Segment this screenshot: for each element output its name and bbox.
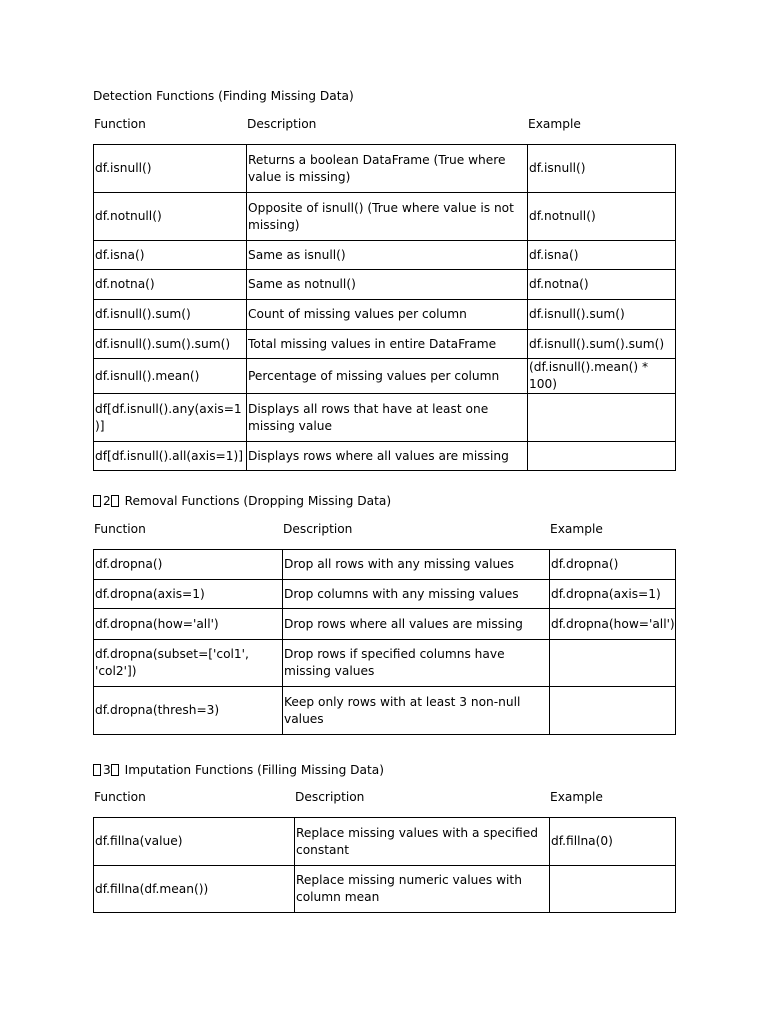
cell-example: df.isna() bbox=[528, 241, 676, 270]
imputation-functions-table bbox=[93, 817, 676, 913]
cell-description: Returns a boolean DataFrame (True where value is missing) bbox=[247, 145, 528, 193]
table-row bbox=[94, 145, 676, 193]
cell-example: df.dropna(how='all') bbox=[550, 609, 676, 640]
cell-example bbox=[550, 866, 676, 913]
cell-example: df.isnull() bbox=[528, 145, 676, 193]
table-row bbox=[94, 394, 676, 442]
cell-function: df.dropna(thresh=3) bbox=[94, 687, 283, 735]
cell-description: Drop columns with any missing values bbox=[283, 580, 550, 609]
cell-description: Drop rows if specified columns have missing values bbox=[283, 640, 550, 687]
header-example: Example bbox=[550, 790, 603, 804]
cell-function: df.fillna(value) bbox=[94, 818, 295, 866]
cell-description: Replace missing numeric values with column mean bbox=[295, 866, 550, 913]
cell-function: df[df.isnull().any(axis=1)] bbox=[94, 394, 247, 442]
table-row bbox=[94, 866, 676, 913]
section-title-removal bbox=[93, 493, 391, 509]
table-row bbox=[94, 270, 676, 300]
section-title-text: Detection Functions (Finding Missing Data) bbox=[93, 89, 354, 103]
table-row bbox=[94, 818, 676, 866]
section-title-imputation bbox=[93, 762, 384, 778]
table-row bbox=[94, 580, 676, 609]
section-number: 2 bbox=[103, 494, 111, 508]
cell-description: Percentage of missing values per column bbox=[247, 359, 528, 394]
cell-function: df.isna() bbox=[94, 241, 247, 270]
section-number: 3 bbox=[103, 763, 111, 777]
cell-description: Replace missing values with a specified constant bbox=[295, 818, 550, 866]
cell-description: Drop rows where all values are missing bbox=[283, 609, 550, 640]
table-row bbox=[94, 359, 676, 394]
header-example: Example bbox=[550, 522, 603, 536]
header-example: Example bbox=[528, 117, 581, 131]
header-function: Function bbox=[94, 522, 146, 536]
table-row bbox=[94, 640, 676, 687]
section-title-text: Imputation Functions (Filling Missing Data) bbox=[124, 763, 385, 777]
cell-function: df.fillna(df.mean()) bbox=[94, 866, 295, 913]
cell-example: df.fillna(0) bbox=[550, 818, 676, 866]
cell-description: Total missing values in entire DataFrame bbox=[247, 330, 528, 359]
header-function: Function bbox=[94, 790, 146, 804]
table-header-row bbox=[93, 789, 675, 805]
cell-example: df.notnull() bbox=[528, 193, 676, 241]
cell-description: Count of missing values per column bbox=[247, 300, 528, 330]
cell-example: df.dropna(axis=1) bbox=[550, 580, 676, 609]
cell-function: df.isnull().sum() bbox=[94, 300, 247, 330]
missing-glyph-icon bbox=[93, 495, 101, 507]
cell-function: df.dropna(subset=['col1', 'col2']) bbox=[94, 640, 283, 687]
cell-example bbox=[550, 687, 676, 735]
table-row bbox=[94, 193, 676, 241]
table-row bbox=[94, 241, 676, 270]
cell-description: Displays all rows that have at least one missing value bbox=[247, 394, 528, 442]
cell-function: df.notna() bbox=[94, 270, 247, 300]
cell-function: df.dropna(axis=1) bbox=[94, 580, 283, 609]
removal-functions-table bbox=[93, 549, 676, 735]
missing-glyph-icon bbox=[111, 764, 119, 776]
missing-glyph-icon bbox=[93, 764, 101, 776]
cell-function: df[df.isnull().all(axis=1)] bbox=[94, 442, 247, 471]
cell-example: (df.isnull().mean() * 100) bbox=[528, 359, 676, 394]
table-row bbox=[94, 300, 676, 330]
section-title-text: Removal Functions (Dropping Missing Data) bbox=[124, 494, 392, 508]
table-row bbox=[94, 609, 676, 640]
cell-function: df.isnull().mean() bbox=[94, 359, 247, 394]
table-header-row bbox=[93, 116, 675, 132]
header-description: Description bbox=[247, 117, 317, 131]
cell-function: df.notnull() bbox=[94, 193, 247, 241]
cell-example: df.notna() bbox=[528, 270, 676, 300]
header-description: Description bbox=[295, 790, 365, 804]
cell-example bbox=[528, 394, 676, 442]
cell-example bbox=[550, 640, 676, 687]
cell-function: df.isnull() bbox=[94, 145, 247, 193]
cell-example: df.isnull().sum() bbox=[528, 300, 676, 330]
cell-description: Keep only rows with at least 3 non-null values bbox=[283, 687, 550, 735]
cell-function: df.dropna(how='all') bbox=[94, 609, 283, 640]
section-title-detection bbox=[93, 88, 354, 104]
table-row bbox=[94, 330, 676, 359]
cell-function: df.isnull().sum().sum() bbox=[94, 330, 247, 359]
cell-description: Displays rows where all values are missing bbox=[247, 442, 528, 471]
table-row bbox=[94, 687, 676, 735]
missing-glyph-icon bbox=[111, 495, 119, 507]
cell-function: df.dropna() bbox=[94, 550, 283, 580]
table-row bbox=[94, 442, 676, 471]
table-header-row bbox=[93, 521, 675, 537]
cell-example: df.isnull().sum().sum() bbox=[528, 330, 676, 359]
cell-example bbox=[528, 442, 676, 471]
cell-description: Drop all rows with any missing values bbox=[283, 550, 550, 580]
header-function: Function bbox=[94, 117, 146, 131]
cell-description: Same as notnull() bbox=[247, 270, 528, 300]
table-row bbox=[94, 550, 676, 580]
detection-functions-table bbox=[93, 144, 676, 471]
header-description: Description bbox=[283, 522, 353, 536]
cell-description: Same as isnull() bbox=[247, 241, 528, 270]
cell-example: df.dropna() bbox=[550, 550, 676, 580]
cell-description: Opposite of isnull() (True where value is not missing) bbox=[247, 193, 528, 241]
